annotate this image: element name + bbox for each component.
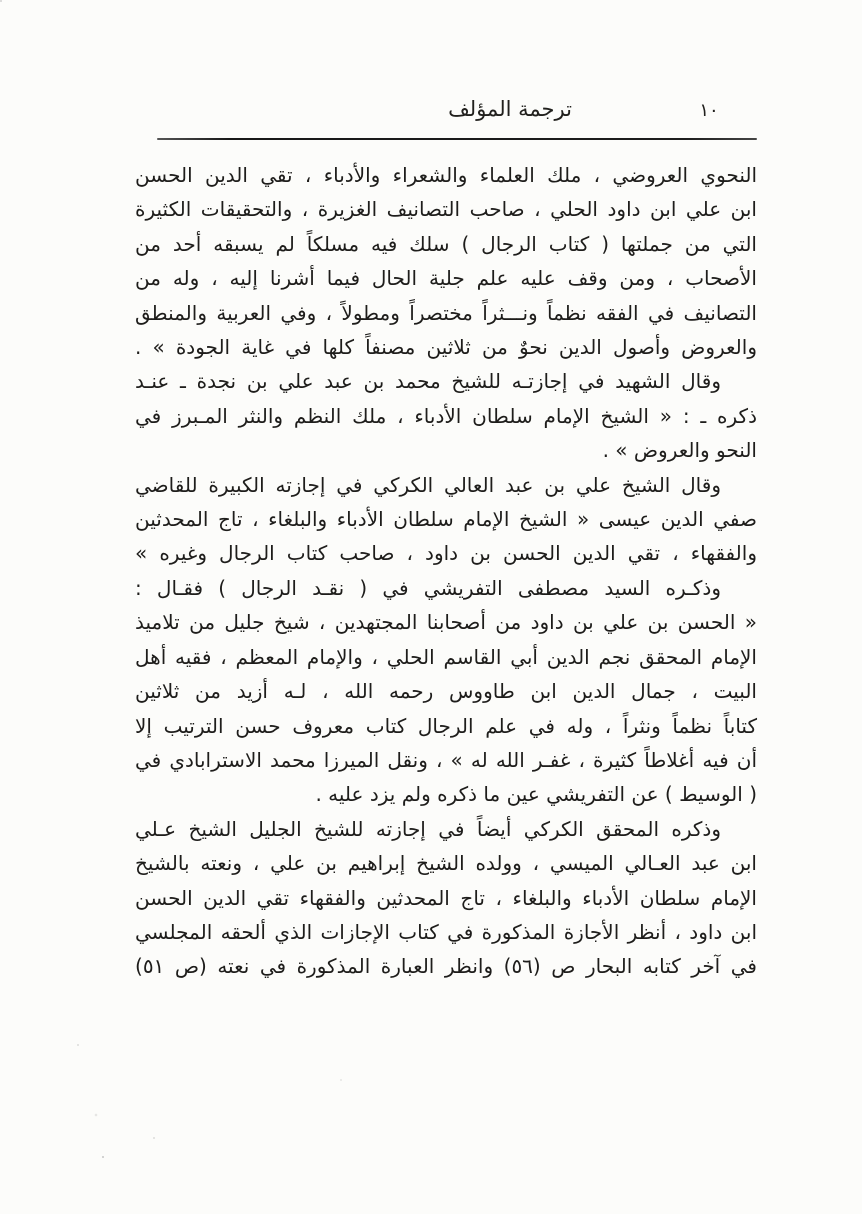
text-line: أن فيه أغلاطاً كثيرة ، غفـر الله له » ، ونقل الميرزا محمد الاسترابادي في — [135, 747, 757, 772]
text-line: كتاباً نظماً ونثراً ، وله في علم الرجال كتاب معروف حسن الترتيب إلا — [135, 713, 757, 738]
text-line: الإمام سلطان الأدباء والبلغاء ، تاج المحدثين والفقهاء تقي الدين الحسن — [135, 885, 757, 910]
text-line: التي من جملتها ( كتاب الرجال ) سلك فيه مسلكاً لم يسبقه أحد من — [135, 231, 757, 256]
text-line: وقال الشهيد في إجازتـه للشيخ محمد بن عبد علي بن نجدة ـ عنـد — [135, 369, 721, 394]
text-line: ( الوسيط ) عن التفريشي عين ما ذكره ولم يزد عليه . — [315, 782, 757, 807]
text-line: والعروض وأصول الدين نحوٌ من ثلاثين مصنفاً كلها في غاية الجودة » . — [135, 335, 757, 360]
text-block — [135, 158, 757, 984]
text-line: التصانيف في الفقه نظماً ونـــثراً مختصراً ومطولاً ، وفي العربية والمنطق — [135, 300, 757, 325]
header-rule-divider — [157, 138, 757, 140]
text-line: وذكـره السيد مصطفى التفريشي في ( نقـد الرجال ) فقـال : — [135, 575, 721, 600]
text-line: ابن عبد العـالي الميسي ، وولده الشيخ إبراهيم بن علي ، ونعته بالشيخ — [135, 851, 757, 876]
text-line: ذكره ـ : « الشيخ الإمام سلطان الأدباء ، ملك النظم والنثر المـبرز في — [135, 403, 757, 428]
text-line: وذكره المحقق الكركي أيضاً في إجازته للشيخ الجليل الشيخ عـلي — [135, 816, 721, 841]
text-line: صفي الدين عيسى « الشيخ الإمام سلطان الأدباء والبلغاء ، تاج المحدثين — [135, 507, 757, 532]
text-line: النحوي العروضي ، ملك العلماء والشعراء والأدباء ، تقي الدين الحسن — [135, 163, 757, 187]
page-number: ١٠ — [699, 100, 719, 121]
text-line: الإمام المحقق نجم الدين أبي القاسم الحلي ، والإمام المعظم ، فقيه أهل — [135, 644, 757, 669]
scan-noise-specks — [0, 0, 2, 2]
text-line: النحو والعروض » . — [602, 438, 757, 463]
text-line: ابن علي ابن داود الحلي ، صاحب التصانيف الغزيرة ، والتحقيقات الكثيرة — [135, 197, 757, 222]
text-line: وقال الشيخ علي بن عبد العالي الكركي في إجازته الكبيرة للقاضي — [135, 472, 721, 497]
text-line: البيت ، جمال الدين ابن طاووس رحمه الله ، لـه أزيد من ثلاثين — [135, 679, 757, 704]
text-line: والفقهاء ، تقي الدين الحسن بن داود ، صاحب كتاب الرجال وغيره » — [135, 541, 757, 566]
text-line: الأصحاب ، ومن وقف عليه علم جلية الحال فيما أشرنا إليه ، وله من — [135, 266, 757, 291]
text-line: ابن داود ، أنظر الأجازة المذكورة في كتاب الإجازات الذي ألحقه المجلسي — [135, 919, 757, 944]
text-line: « الحسن بن علي بن داود من أصحابنا المجتهدين ، شيخ جليل من تلاميذ — [135, 610, 757, 635]
text-line: في آخر كتابه البحار ص (٥٦) وانظر العبارة المذكورة في نعته (ص ٥١) — [135, 954, 757, 979]
page-title: ترجمة المؤلف — [448, 97, 572, 121]
